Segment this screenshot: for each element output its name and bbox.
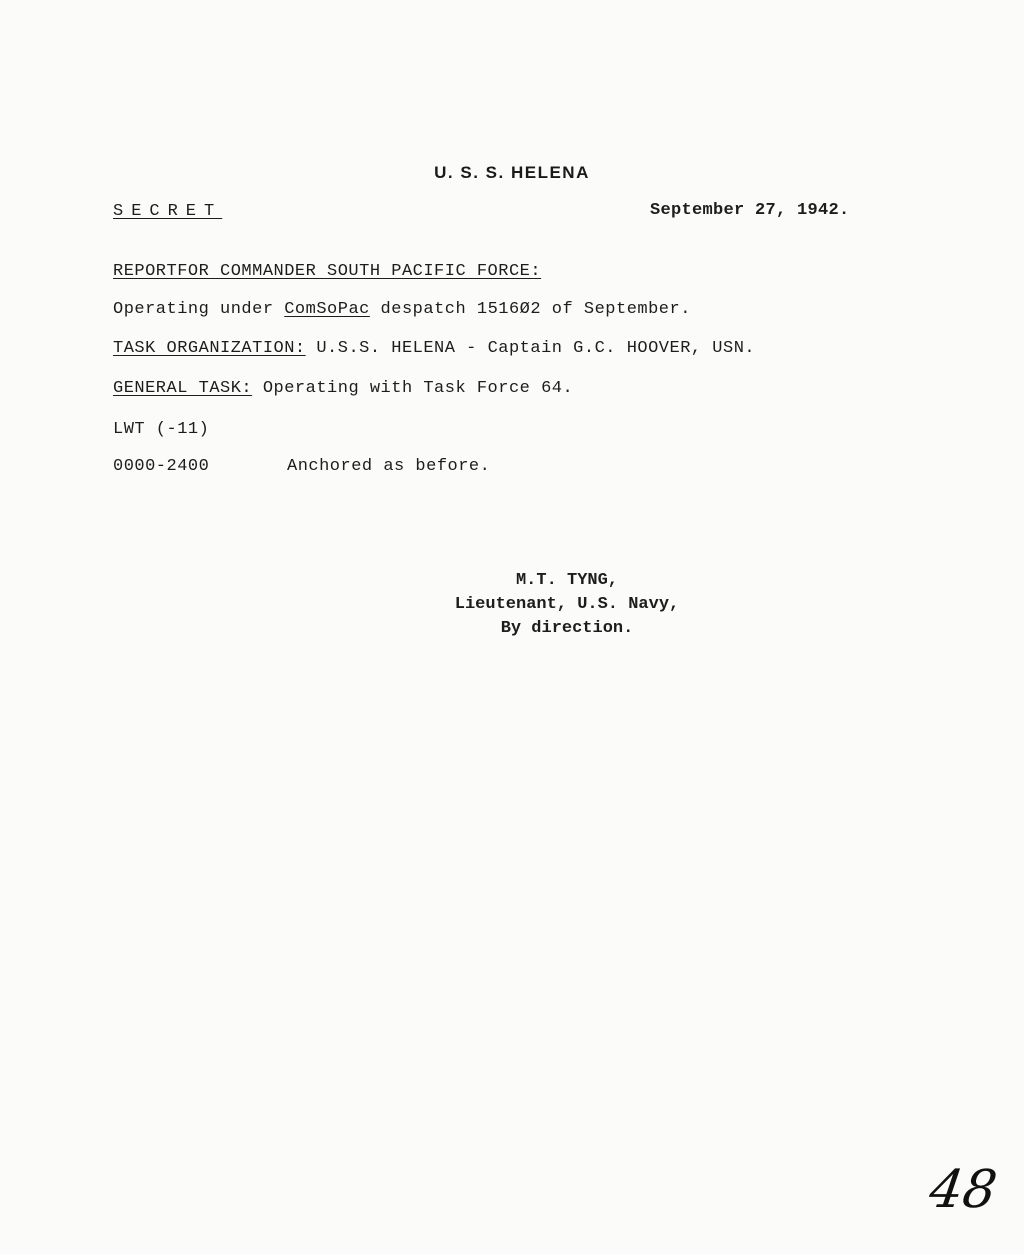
- signature-name: M.T. TYNG,: [515, 571, 619, 590]
- comsopac-term: ComSoPac: [284, 300, 370, 319]
- operating-line: [113, 300, 691, 319]
- task-organization-line: [113, 339, 755, 358]
- signature-authority: By direction.: [500, 619, 634, 638]
- time-entry-text: Anchored as before.: [287, 457, 491, 476]
- time-zone-line: LWT (-11): [113, 420, 210, 439]
- operating-prefix: Operating under: [113, 300, 285, 319]
- general-task-label: GENERAL TASK:: [113, 379, 253, 398]
- report-heading: REPORTFOR COMMANDER SOUTH PACIFIC FORCE:: [113, 262, 542, 281]
- general-task-text: Operating with Task Force 64.: [252, 379, 574, 398]
- document-date: September 27, 1942.: [650, 201, 850, 220]
- signature-rank: Lieutenant, U.S. Navy,: [454, 595, 680, 614]
- handwritten-page-number: 48: [925, 1160, 1001, 1220]
- general-task-line: [113, 379, 573, 398]
- signature-block: [432, 569, 702, 641]
- time-entry-time: 0000-2400: [113, 457, 210, 476]
- operating-suffix: despatch 1516Ø2 of September.: [369, 300, 691, 319]
- classification-marking: SECRET: [113, 202, 223, 221]
- task-organization-text: U.S.S. HELENA - Captain G.C. HOOVER, USN.: [305, 339, 756, 358]
- letterhead-title: U. S. S. HELENA: [434, 163, 590, 182]
- task-organization-label: TASK ORGANIZATION:: [113, 339, 306, 358]
